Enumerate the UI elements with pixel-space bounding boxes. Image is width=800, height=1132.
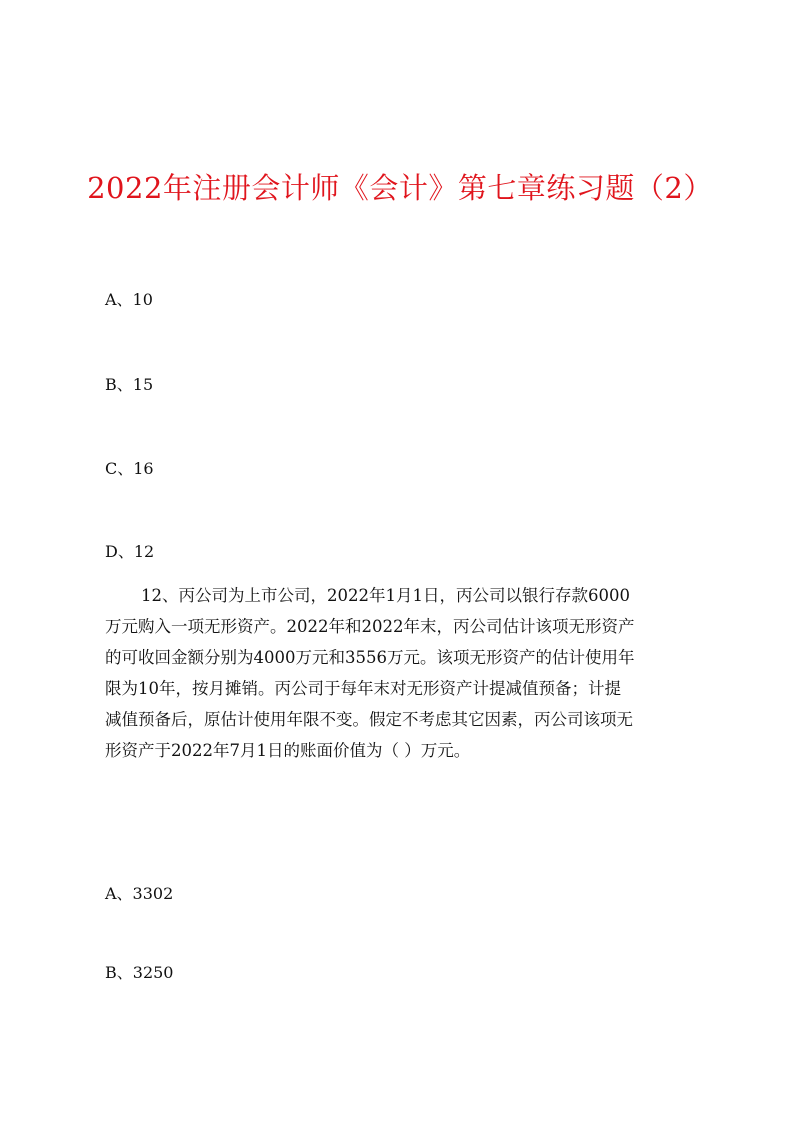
question-line: 12、丙公司为上市公司，2022年1月1日，丙公司以银行存款6000	[141, 586, 630, 605]
option-b: B、15	[105, 375, 154, 394]
question-line: 形资产于2022年7月1日的账面价值为（ ）万元。	[105, 741, 471, 760]
question-line: 限为10年，按月摊销。丙公司于每年末对无形资产计提减值预备；计提	[105, 679, 621, 698]
answer-option-a: A、3302	[105, 884, 174, 903]
page-title: 2022年注册会计师《会计》第七章练习题（2）	[87, 171, 713, 205]
answer-option-b: B、3250	[105, 963, 174, 982]
option-a: A、10	[105, 290, 153, 309]
question-line: 的可收回金额分别为4000万元和3556万元。该项无形资产的估计使用年	[105, 648, 635, 667]
question-line: 万元购入一项无形资产。2022年和2022年末，丙公司估计该项无形资产	[105, 617, 635, 636]
option-c: C、16	[105, 459, 154, 478]
question-12	[105, 580, 705, 766]
option-d: D、12	[105, 542, 155, 561]
question-line: 减值预备后，原估计使用年限不变。假定不考虑其它因素，丙公司该项无	[105, 710, 633, 729]
